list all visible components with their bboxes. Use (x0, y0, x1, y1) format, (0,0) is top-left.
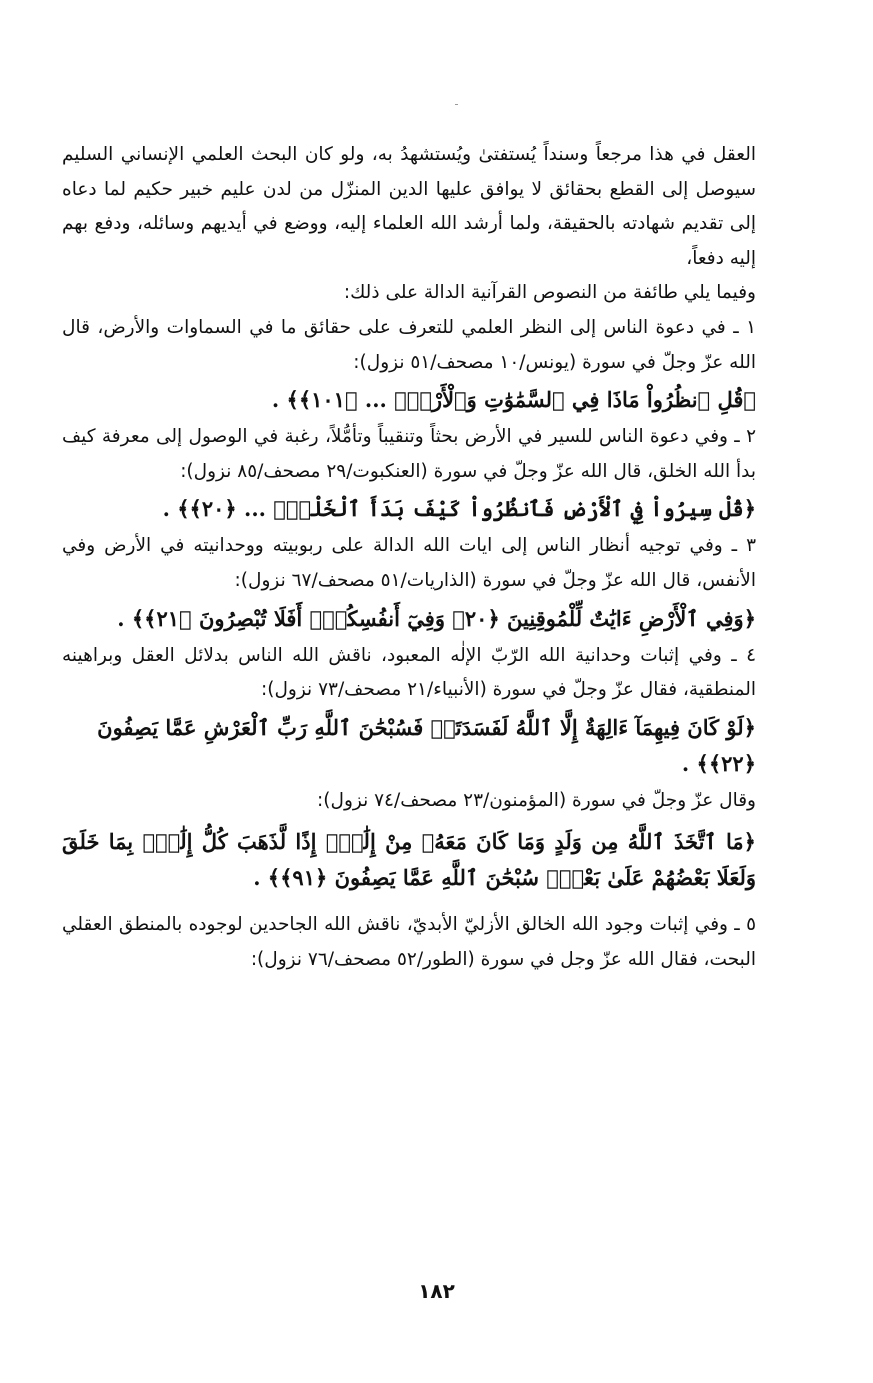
quran-verse-5: ﴿مَا ٱتَّخَذَ ٱللَّهُ مِن وَلَدٍ وَمَا كَانَ مَعَهُۥ مِنْ إِلَٰهٍۚ إِذًا لَّذَهَبَ كُلُّ إِلَٰهِۭ بِمَا خَلَقَ وَلَعَلَا بَعْضُهُمْ عَلَىٰ بَعْضٍۚ سُبْحَٰنَ ٱللَّهِ عَمَّا يَصِفُونَ ﴿٩١﴾﴾ . (62, 829, 756, 891)
item-2-paragraph: ٢ ـ وفي دعوة الناس للسير في الأرض بحثاً وتنقيباً وتأمُّلاً، رغبة في الوصول إلى معرفة كيف بدأ الله الخلق، قال الله عزّ وجلّ في سورة (العنكبوت/٢٩ مصحف/٨٥ نزول): (62, 426, 756, 482)
item-4b-paragraph: وقال عزّ وجلّ في سورة (المؤمنون/٢٣ مصحف/٧٤ نزول): (317, 789, 756, 811)
page-number: ١٨٢ (418, 1279, 455, 1303)
scan-speck (455, 104, 458, 105)
item-5-paragraph: ٥ ـ وفي إثبات وجود الله الخالق الأزليّ الأبديّ، ناقش الله الجاحدين لوجوده بالمنطق العقلي البحت، فقال الله عزّ وجل في سورة (الطور/٥٢ مصحف/٧٦ نزول): (62, 914, 756, 970)
quran-verse-4: ﴿لَوْ كَانَ فِيهِمَآ ءَالِهَةٌ إِلَّا ٱللَّهُ لَفَسَدَتَاۚ فَسُبْحَٰنَ ٱللَّهِ رَبِّ ٱلْعَرْشِ عَمَّا يَصِفُونَ ﴿٢٢﴾﴾ . (97, 714, 756, 776)
quran-verse-3: ﴿وَفِي ٱلْأَرْضِ ءَايَٰتٌ لِّلْمُوقِنِينَ ﴿٢٠﴾ وَفِيٓ أَنفُسِكُمْۚ أَفَلَا تُبْصِرُونَ ﴿٢١﴾﴾ . (117, 605, 756, 631)
intro-paragraph: العقل في هذا مرجعاً وسنداً يُستفتىٰ ويُستشهدُ به، ولو كان البحث العلمي الإنساني السليم سيوصل إلى القطع بحقائق لا يوافق عليها الدين المنزّل من لدن عليم خبير حكيم لما دعاه إلى تقديم شهادته بالحقيقة، ولما أرشد الله العلماء إليه، ووضع في أيديهم وسائله، ودفع بهم إليه دفعاً، (62, 144, 756, 269)
item-1-paragraph: ١ ـ في دعوة الناس إلى النظر العلمي للتعرف على حقائق ما في السماوات والأرض، قال الله عزّ وجلّ في سورة (يونس/١٠ مصحف/٥١ نزول): (62, 316, 756, 373)
lead-paragraph: وفيما يلي طائفة من النصوص القرآنية الدالة على ذلك: (343, 282, 756, 304)
quran-verse-1: ﴿قُلِ ٱنظُرُواْ مَاذَا فِي ٱلسَّمَٰوَٰتِ وَٱلْأَرْضِۚ ... ﴿١٠١﴾﴾ . (271, 387, 756, 413)
page-body (62, 138, 756, 978)
item-4-paragraph: ٤ ـ وفي إثبات وحدانية الله الرّبّ الإلٰه المعبود، ناقش الله الناس بدلائل العقل وبراهينه المنطقية، فقال عزّ وجلّ في سورة (الأنبياء/٢١ مصحف/٧٣ نزول): (62, 644, 756, 701)
quran-verse-2: ﴿قُلْ سِيرُواْ فِي ٱلْأَرْضِ فَٱنظُرُواْ كَيْفَ بَدَأَ ٱلْخَلْقَۚ ... ﴿٢٠﴾﴾ . (162, 496, 756, 522)
item-3-paragraph: ٣ ـ وفي توجيه أنظار الناس إلى ايات الله الدالة على ربوبيته ووحدانيته في الأرض وفي الأنفس، قال الله عزّ وجلّ في سورة (الذاريات/٥١ مصحف/٦٧ نزول): (62, 535, 756, 591)
